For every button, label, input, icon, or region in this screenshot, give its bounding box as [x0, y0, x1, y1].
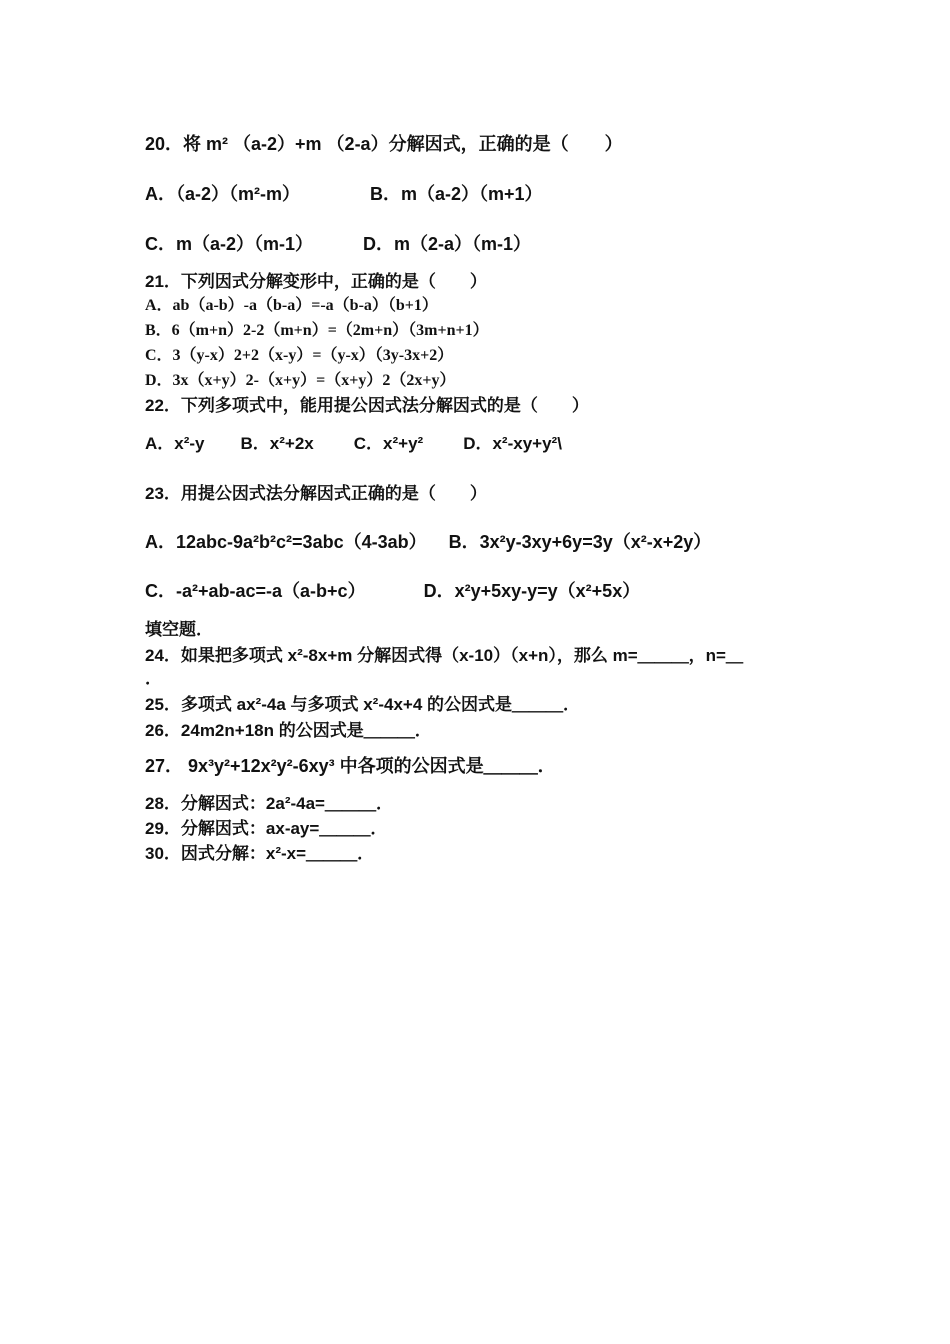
q23-stem: 23．用提公因式法分解因式正确的是（ ）: [145, 484, 487, 503]
q21-option-d: D．3x（x+y）2-（x+y）=（x+y）2（2x+y）: [145, 372, 456, 389]
q20-option-d: D．m（2-a）（m-1）: [363, 234, 532, 254]
q22-options: [145, 429, 562, 454]
q23-option-a: A．12abc-9a²b²c²=3abc（4-3ab）: [145, 532, 427, 552]
q23-option-d: D．x²y+5xy-y=y（x²+5x）: [423, 581, 641, 601]
q28: 28．分解因式：2a²-4a=＿＿＿．: [145, 794, 393, 813]
q21-option-a: A．ab（a-b）-a（b-a）=-a（b-a）（b+1）: [145, 297, 438, 314]
q20-option-a: A．（a-2）（m²-m）: [145, 184, 301, 204]
q20-option-b: B．m（a-2）（m+1）: [370, 184, 543, 204]
q20-option-c: C．m（a-2）（m-1）: [145, 234, 314, 254]
q29: 29．分解因式：ax-ay=＿＿＿．: [145, 819, 388, 838]
q22-option-d: D．x²-xy+y²\: [463, 434, 562, 453]
q21-stem: 21．下列因式分解变形中，正确的是（ ）: [145, 272, 487, 291]
q23-option-c: C．-a²+ab-ac=-a（a-b+c）: [145, 581, 366, 601]
q27: 27． 9x³y²+12x²y²-6xy³ 中各项的公因式是＿＿＿．: [145, 756, 556, 776]
q21-option-c: C．3（y-x）2+2（x-y）=（y-x）（3y-3x+2）: [145, 347, 454, 364]
q22-option-a: A．x²-y: [145, 434, 205, 453]
q26: 26．24m2n+18n 的公因式是＿＿＿．: [145, 721, 432, 740]
q25: 25．多项式 ax²-4a 与多项式 x²-4x+4 的公因式是＿＿＿．: [145, 695, 581, 714]
q20-options-row2: [145, 230, 531, 256]
q23-options-row1: [145, 528, 711, 554]
q24-line1: 24．如果把多项式 x²-8x+m 分解因式得（x-10）（x+n），那么 m=＿＿＿，n=＿: [145, 646, 743, 665]
q22-stem: 22．下列多项式中，能用提公因式法分解因式的是（ ）: [145, 396, 589, 415]
fill-in-heading: 填空题．: [145, 620, 213, 639]
q22-option-c: C．x²+y²: [353, 434, 424, 453]
q23-option-b: B．3x²y-3xy+6y=3y（x²-x+2y）: [448, 532, 712, 552]
q21-option-b: B．6（m+n）2-2（m+n）=（2m+n）（3m+n+1）: [145, 322, 489, 339]
q20-options-row1: [145, 180, 543, 206]
q23-options-row2: [145, 577, 640, 603]
q22-option-b: B．x²+2x: [240, 434, 314, 453]
q24-line2: ．: [145, 669, 162, 688]
q30: 30．因式分解：x²-x=＿＿＿．: [145, 844, 375, 863]
q20-stem: 20．将 m² （a-2）+m （2-a）分解因式，正确的是（ ）: [145, 134, 623, 154]
